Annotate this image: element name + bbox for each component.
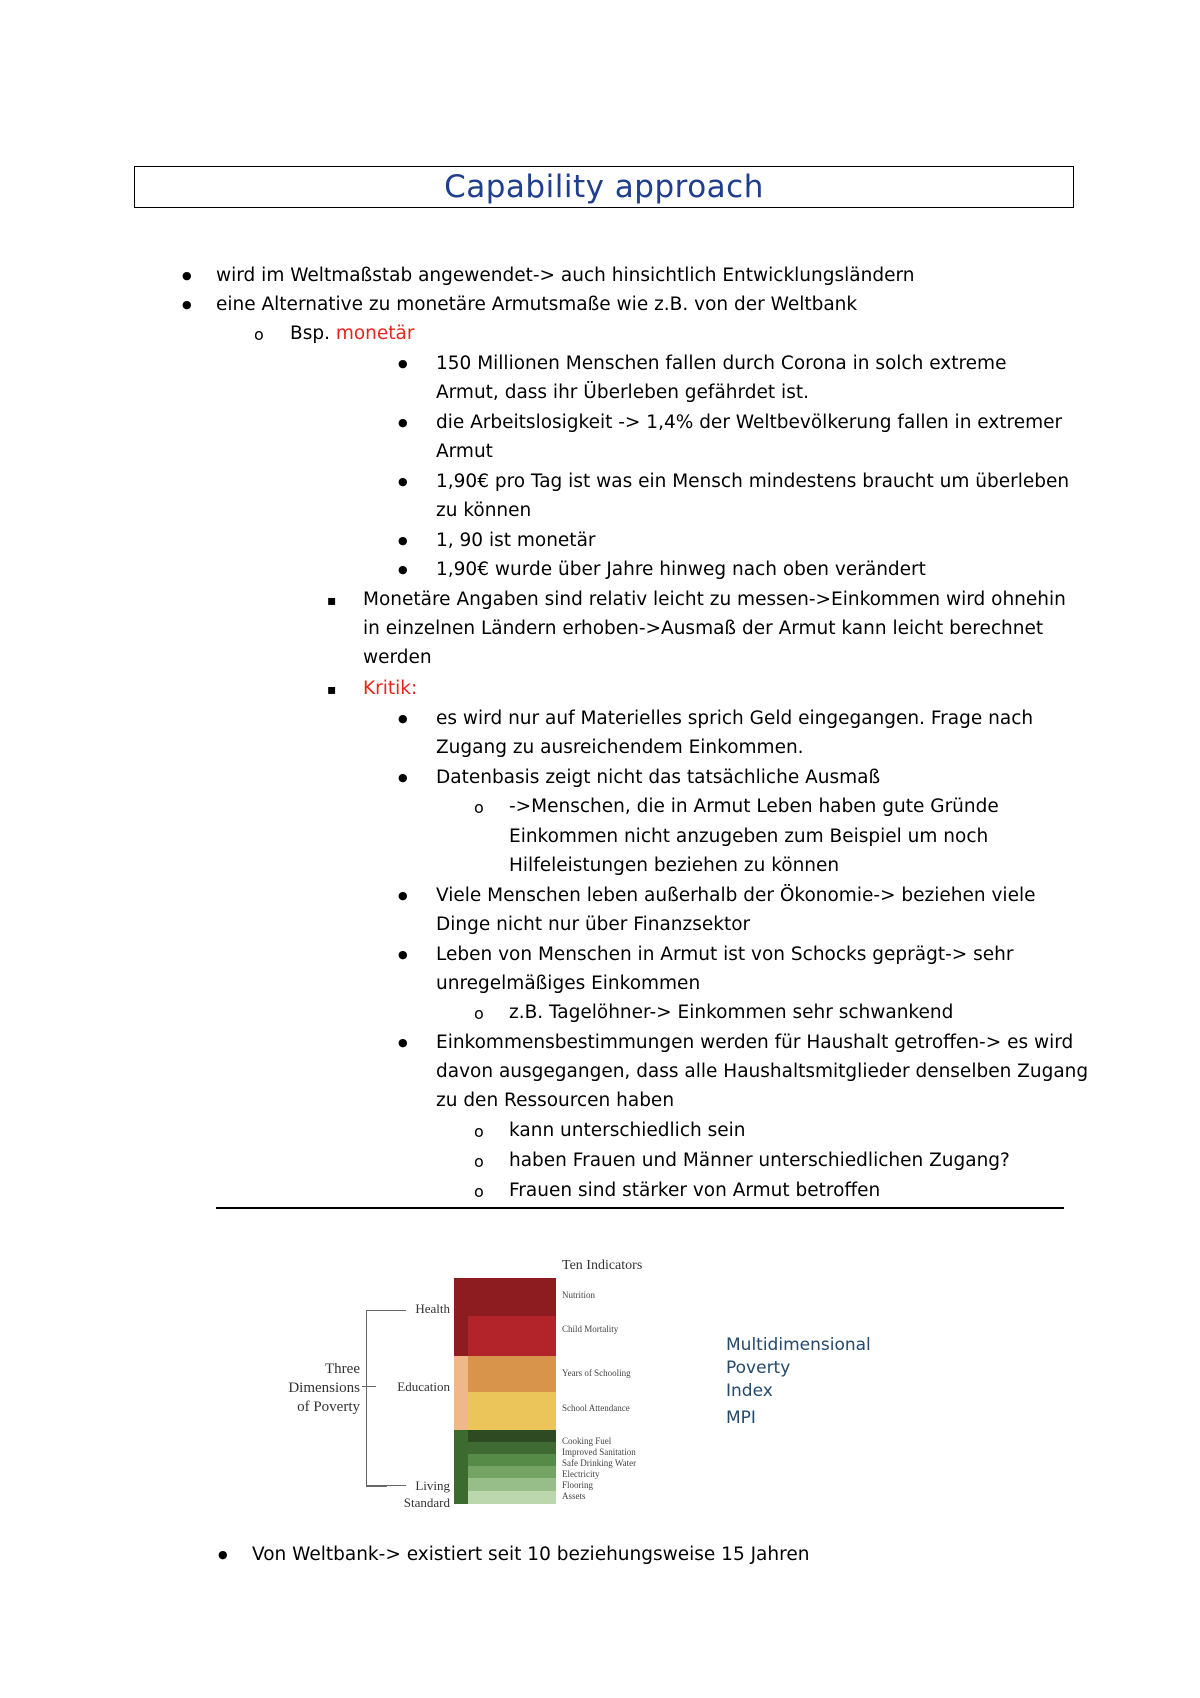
mpi-label-line: Multidimensional [726,1335,871,1355]
text-line: Von Weltbank-> existiert seit 10 beziehungsweise 15 Jahren [252,1544,810,1565]
text-line: Einkommen nicht anzugeben zum Beispiel um noch [509,826,989,847]
text-line: in einzelnen Ländern erhoben->Ausmaß der Armut kann leicht berechnet [363,618,1044,639]
bullet-dot-icon [398,555,408,584]
text-line [290,319,415,348]
text-line: werden [363,647,432,668]
text-line: davon ausgegangen, dass alle Haushaltsmitglieder denselben Zugang [436,1061,1089,1082]
bullet-dot-icon [398,881,408,910]
health-label: Health [415,1301,450,1316]
bullet-circle-icon: o [254,325,264,344]
mpi-label [726,1334,871,1403]
text-line: Einkommensbestimmungen werden für Haushalt getroffen-> es wird [436,1032,1074,1053]
water-block [468,1454,556,1466]
bullet-dot-icon [182,261,192,290]
indicator-child-mortality: Child Mortality [562,1324,619,1334]
bullet-dot-icon [398,1028,408,1057]
text-line: kann unterschiedlich sein [509,1120,746,1141]
indicator-electricity: Electricity [562,1469,600,1479]
text-line: zu können [436,500,532,521]
schooling-block [468,1356,556,1392]
bullet-dot-icon [182,290,192,319]
title-box [134,166,1074,208]
health-side-block [454,1278,468,1356]
text-line: Frauen sind stärker von Armut betroffen [509,1180,881,1201]
text-line: Monetäre Angaben sind relativ leicht zu messen->Einkommen wird ohnehin [363,589,1066,610]
bullet-dot-icon [398,940,408,969]
bracket-line [366,1310,387,1487]
horizontal-rule [216,1207,1064,1209]
indicator-nutrition: Nutrition [562,1290,595,1300]
bullet-circle-icon: o [474,1152,484,1171]
child-mortality-block [468,1316,556,1356]
indicator-assets: Assets [562,1491,586,1501]
bullet-square-icon [327,674,337,705]
bracket-line [362,1386,376,1387]
text-line: Hilfeleistungen beziehen zu können [509,855,840,876]
indicator-flooring: Flooring [562,1480,594,1490]
text-line: Leben von Menschen in Armut ist von Schocks geprägt-> sehr [436,944,1014,965]
bullet-dot-icon [398,526,408,555]
electricity-block [468,1466,556,1478]
nutrition-block [468,1278,556,1316]
attendance-block [468,1392,556,1430]
text-line: es wird nur auf Materielles sprich Geld eingegangen. Frage nach [436,708,1034,729]
text-prefix: Bsp. [290,323,336,344]
page-title: Capability approach [444,169,764,205]
text-line: eine Alternative zu monetäre Armutsmaße wie z.B. von der Weltbank [216,294,858,315]
bullet-dot-icon [398,349,408,378]
bullet-circle-icon: o [474,798,484,817]
dimensions-title-line: Three [325,1361,360,1377]
assets-block [468,1491,556,1504]
text-line: haben Frauen und Männer unterschiedlichen Zugang? [509,1150,1010,1171]
cooking-block [468,1430,556,1442]
education-label: Education [397,1379,450,1394]
text-line: z.B. Tagelöhner-> Einkommen sehr schwankend [509,1002,954,1023]
text-line: Armut, dass ihr Überleben gefährdet ist. [436,382,809,403]
highlight-monetaer: monetär [335,323,415,344]
living-standard-label [380,1477,450,1511]
bullet-circle-icon: o [474,1004,484,1023]
bullet-dot-icon [398,467,408,496]
indicators-title: Ten Indicators [562,1258,643,1273]
mpi-abbreviation: MPI [726,1408,756,1428]
indicator-water: Safe Drinking Water [562,1458,637,1468]
living-label-line: Standard [403,1495,450,1510]
bullet-dot-icon [218,1540,228,1569]
text-line: Zugang zu ausreichendem Einkommen. [436,737,804,758]
indicator-attendance: School Attendance [562,1403,630,1413]
kritik-heading: Kritik: [363,678,418,699]
indicator-sanitation: Improved Sanitation [562,1447,636,1457]
text-line: Viele Menschen leben außerhalb der Ökonomie-> beziehen viele [436,885,1036,906]
text-line: Armut [436,441,493,462]
text-line: die Arbeitslosigkeit -> 1,4% der Weltbevölkerung fallen in extremer [436,412,1063,433]
text-line: ->Menschen, die in Armut Leben haben gute Gründe [509,796,999,817]
bullet-circle-icon: o [474,1122,484,1141]
education-side-block [454,1356,468,1430]
flooring-block [468,1478,556,1491]
text-line: 1, 90 ist monetär [436,530,596,551]
bullet-square-icon [327,585,337,616]
text-line: Datenbasis zeigt nicht das tatsächliche Ausmaß [436,767,881,788]
text-line: 150 Millionen Menschen fallen durch Corona in solch extreme [436,353,1007,374]
bullet-circle-icon: o [474,1182,484,1201]
text-line: zu den Ressourcen haben [436,1090,675,1111]
sanitation-block [468,1442,556,1454]
dimensions-title-line: of Poverty [297,1399,360,1415]
text-line: unregelmäßiges Einkommen [436,973,701,994]
bullet-dot-icon [398,763,408,792]
living-side-block [454,1430,468,1504]
indicator-cooking: Cooking Fuel [562,1436,612,1446]
dimensions-title [270,1360,360,1417]
text-line: 1,90€ pro Tag ist was ein Mensch mindestens braucht um überleben [436,471,1070,492]
bullet-dot-icon [398,704,408,733]
mpi-label-line: Poverty [726,1358,791,1378]
text-line: 1,90€ wurde über Jahre hinweg nach oben verändert [436,559,926,580]
mpi-label-line: Index [726,1381,773,1401]
text-line: wird im Weltmaßstab angewendet-> auch hinsichtlich Entwicklungsländern [216,265,915,286]
indicator-schooling: Years of Schooling [562,1368,631,1378]
text-line: Dinge nicht nur über Finanzsektor [436,914,751,935]
dimensions-title-line: Dimensions [288,1380,360,1396]
living-label-line: Living [415,1478,450,1493]
bullet-dot-icon [398,408,408,437]
